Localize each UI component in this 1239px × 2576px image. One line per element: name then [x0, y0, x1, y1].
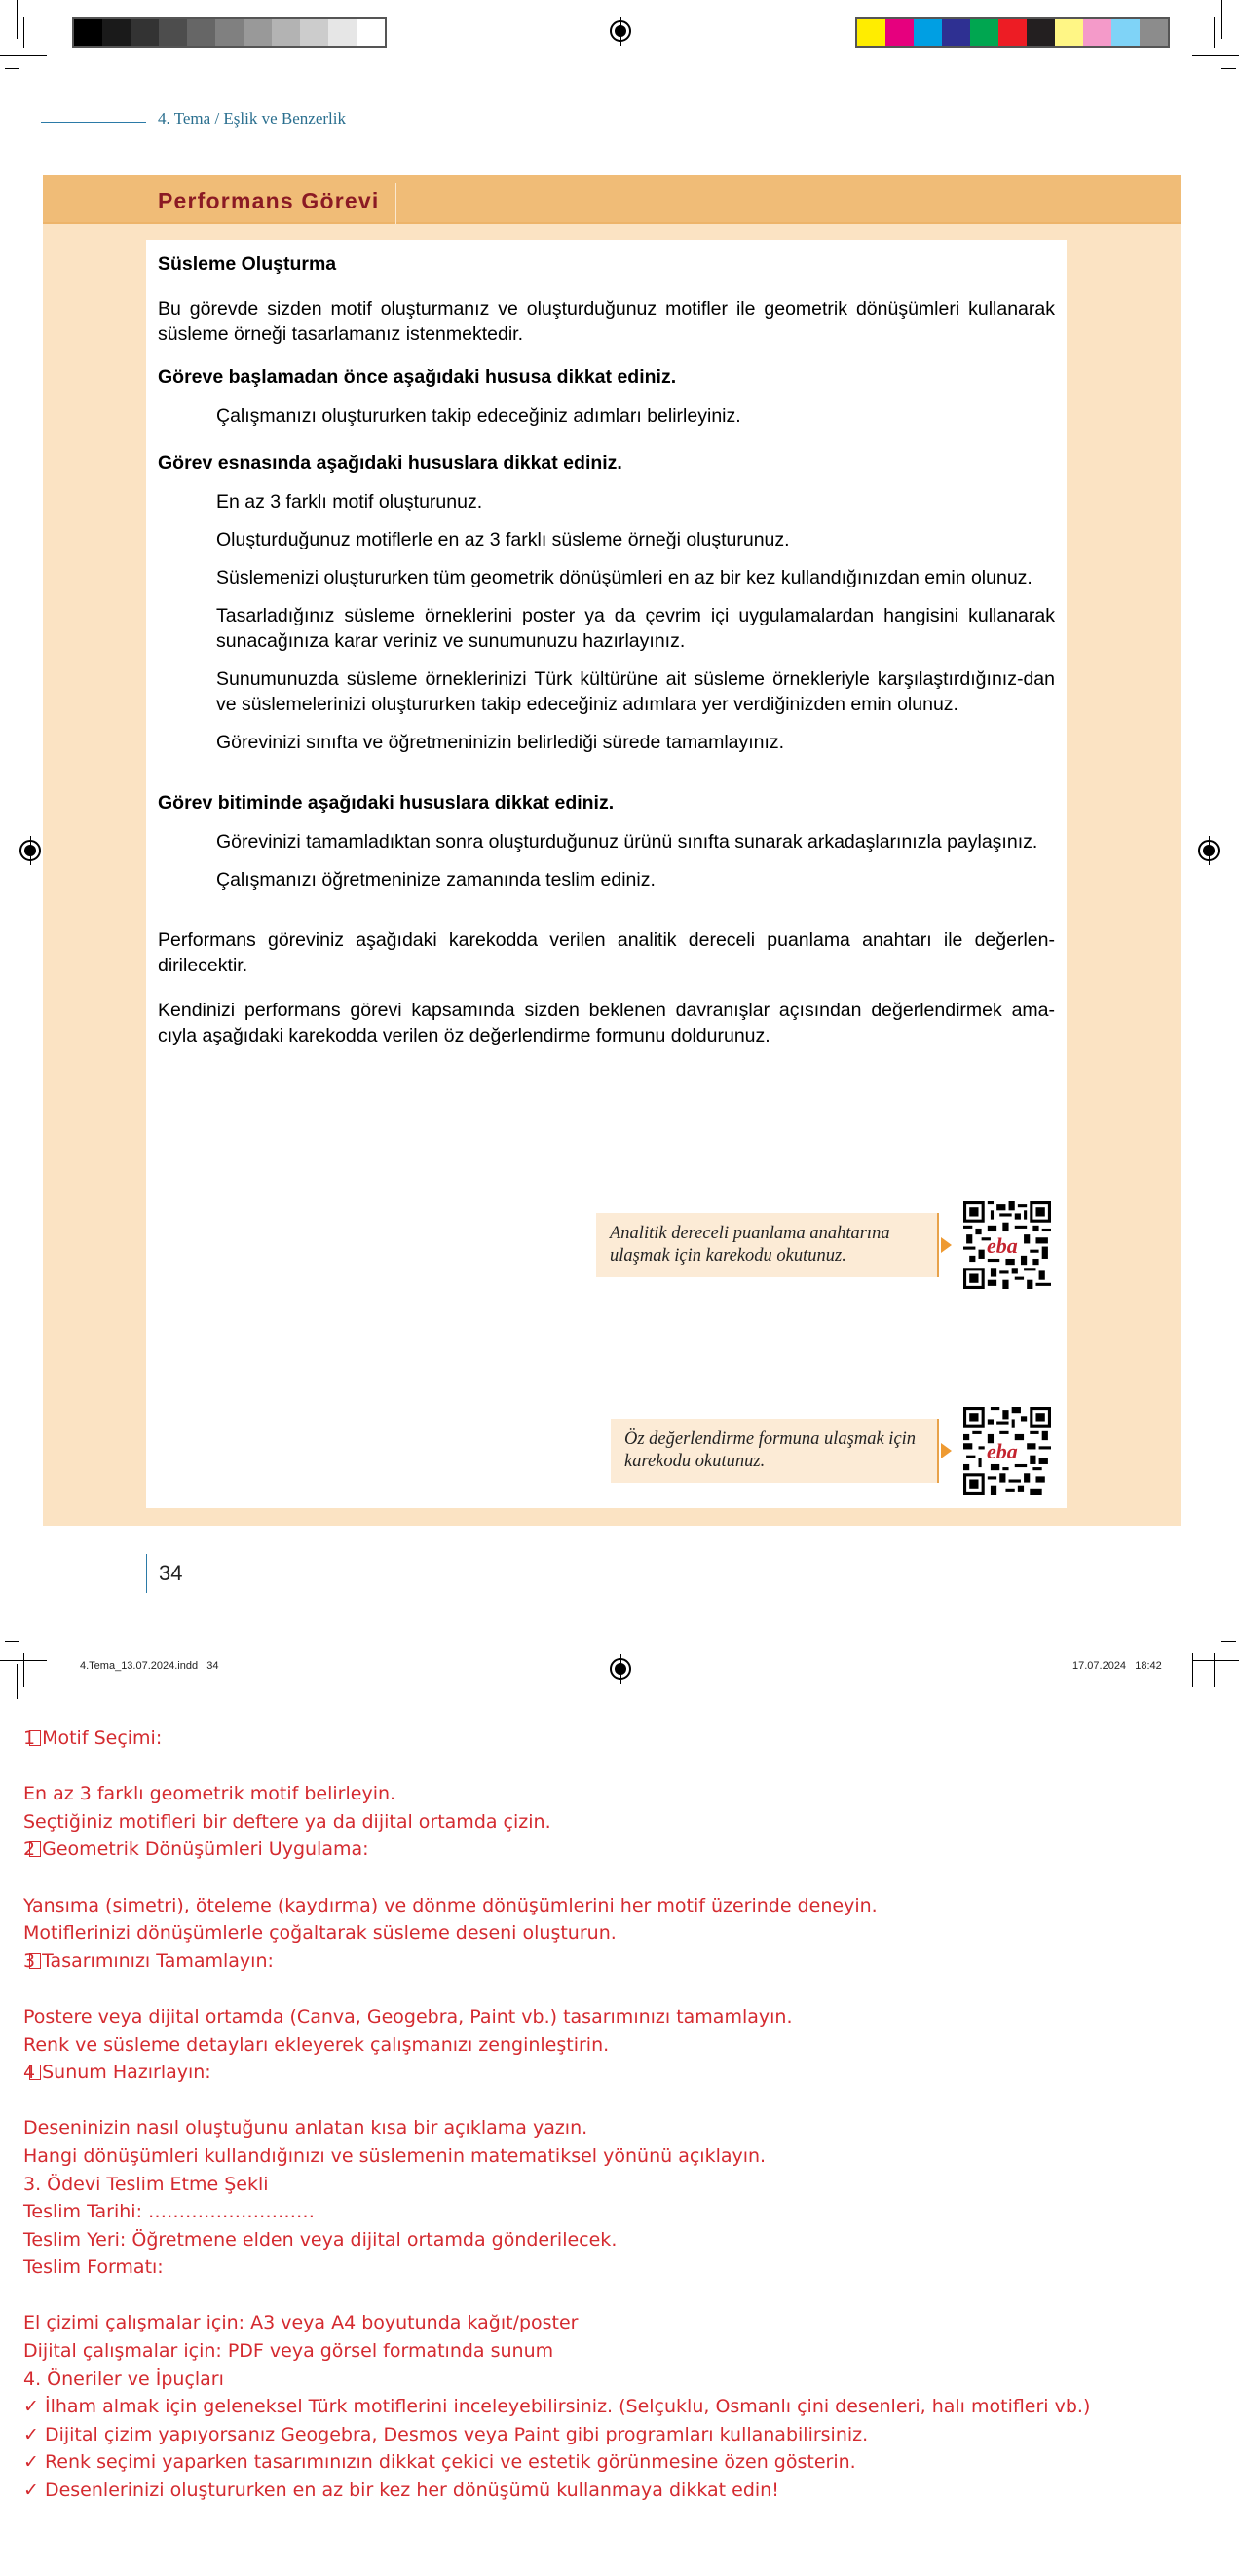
note-line: [23, 2198, 1221, 2226]
crop-mark: [1221, 1641, 1236, 1642]
blank-line: [23, 1753, 1221, 1781]
note-line: [23, 1892, 1221, 1920]
note-line: [23, 1780, 1221, 1808]
note-line: [23, 2171, 1221, 2199]
after-heading: Görev bitiminde aşağıdaki hususlara dikkat ediniz.: [158, 792, 615, 814]
chapter-title: 4. Tema / Eşlik ve Benzerlik: [158, 109, 347, 128]
note-step-heading: [23, 1948, 1221, 1976]
performance-task-header: [43, 175, 1181, 224]
before-item: Çalışmanızı oluştururken takip edeceğiniz adımları belirleyiniz.: [216, 405, 741, 427]
note-text: 4. Öneriler ve İpuçları: [23, 2368, 224, 2390]
note-line: [23, 2114, 1221, 2142]
color-swatch: [885, 19, 914, 46]
after-item: Görevinizi tamamladıktan sonra oluşturduğunuz ürünü sınıfta sunarak arkadaşlarınızla paylaşınız.: [216, 831, 1038, 852]
qr-code-icon[interactable]: [963, 1407, 1051, 1495]
color-swatch: [998, 19, 1027, 46]
crop-mark: [1214, 17, 1215, 48]
color-swatch: [159, 19, 187, 46]
note-line: [23, 2254, 1221, 2282]
during-item: Süslemenizi oluştururken tüm geometrik dönüşümleri en az bir kez kullandığınızdan emin olunuz.: [216, 567, 1032, 588]
cmyk-color-bar: [855, 17, 1170, 48]
color-swatch: [1055, 19, 1083, 46]
registration-mark-icon: [610, 1658, 631, 1680]
missing-glyph-icon: [29, 1730, 41, 1746]
color-swatch: [970, 19, 998, 46]
note-text: Sunum Hazırlayın:: [42, 2062, 211, 2084]
crop-mark: [17, 0, 18, 39]
note-line: [23, 2003, 1221, 2031]
qr-code-icon[interactable]: [963, 1201, 1051, 1289]
arrow-right-icon: [941, 1443, 952, 1458]
color-swatch: [914, 19, 942, 46]
note-checklist-item: [23, 2393, 1221, 2421]
page-number-block: [146, 1554, 182, 1593]
note-text: ✓ Renk seçimi yaparken tasarımınızın dikkat çekici ve estetik görünmesine özen gösterin.: [23, 2451, 856, 2474]
crop-mark: [23, 1653, 24, 1687]
header-divider: [395, 183, 396, 224]
note-checklist-item: [23, 2448, 1221, 2477]
crop-mark: [1214, 1653, 1215, 1687]
color-swatch: [357, 19, 385, 46]
qr-caption-text: Analitik dereceli puanlama anahtarına ulaşmak için karekodu okutunuz.: [610, 1224, 890, 1266]
missing-glyph-icon: [29, 2065, 41, 2080]
crop-mark: [5, 68, 19, 69]
note-text: Yansıma (simetri), öteleme (kaydırma) ve dönme dönüşümlerini her motif üzerinde deneyin.: [23, 1894, 878, 1916]
step-number: 4: [23, 2062, 36, 2084]
qr-caption: [611, 1419, 939, 1483]
note-line: [23, 2337, 1221, 2366]
blank-line: [23, 1864, 1221, 1892]
step-number: 1: [23, 1727, 36, 1749]
note-text: Postere veya dijital ortamda (Canva, Geogebra, Paint vb.) tasarımınızı tamamlayın.: [23, 2005, 793, 2027]
note-text: Hangi dönüşümleri kullandığınızı ve süslemenin matematiksel yönünü açıklayın.: [23, 2144, 767, 2167]
performance-task-box: [43, 175, 1181, 1526]
color-swatch: [215, 19, 244, 46]
color-swatch: [131, 19, 159, 46]
eba-logo: eba: [987, 1439, 1018, 1463]
registration-mark-icon: [19, 840, 41, 861]
color-swatch: [74, 19, 102, 46]
note-text: ✓ Dijital çizim yapıyorsanız Geogebra, Desmos veya Paint gibi programları kullanabilirsiniz.: [23, 2423, 869, 2445]
color-swatch: [272, 19, 300, 46]
note-step-heading: [23, 1836, 1221, 1864]
step-number: 2: [23, 1838, 36, 1861]
during-item: Görevinizi sınıfta ve öğretmeninizin belirlediği sürede tamamlayınız.: [216, 732, 785, 753]
handwritten-notes: [23, 1724, 1221, 2505]
task-title: Süsleme Oluşturma: [158, 253, 337, 275]
missing-glyph-icon: [29, 1953, 41, 1969]
during-item: Tasarladığınız süsleme örneklerini poster ya da çevrim içi uygulamalardan hangisini kullanarak sunacağınıza karar veriniz ve sunumunuzu hazırlayınız.: [216, 605, 1055, 652]
note-text: Motif Seçimi:: [42, 1727, 163, 1749]
blank-line: [23, 2282, 1221, 2310]
running-head-rule: [41, 122, 146, 123]
note-text: Dijital çalışmalar için: PDF veya görsel formatında sunum: [23, 2340, 554, 2363]
color-swatch: [187, 19, 215, 46]
missing-glyph-icon: [29, 1841, 41, 1857]
note-line: [23, 1919, 1221, 1948]
slug-date-time: 17.07.2024 18:42: [1072, 1660, 1162, 1672]
registration-mark-icon: [610, 20, 631, 42]
note-line: [23, 2309, 1221, 2337]
qr-link-rubric[interactable]: [596, 1201, 1051, 1289]
note-text: El çizimi çalışmalar için: A3 veya A4 boyutunda kağıt/poster: [23, 2312, 579, 2334]
note-step-heading: [23, 2059, 1221, 2087]
note-line: [23, 2226, 1221, 2254]
color-swatch: [1140, 19, 1168, 46]
during-item: En az 3 farklı motif oluşturunuz.: [216, 491, 483, 512]
running-head: [41, 109, 346, 129]
color-swatch: [1083, 19, 1111, 46]
evaluation-note: Performans göreviniz aşağıdaki karekodda verilen analitik dereceli puanlama anahtarı ile değerlen-dirilecektir.: [158, 929, 1055, 976]
crop-mark: [1192, 55, 1239, 56]
task-content-panel: [146, 240, 1067, 1508]
qr-link-self-evaluation[interactable]: [611, 1407, 1051, 1495]
note-text: En az 3 farklı geometrik motif belirleyin.: [23, 1783, 396, 1805]
note-text: Geometrik Dönüşümleri Uygulama:: [42, 1838, 369, 1861]
color-swatch: [328, 19, 357, 46]
blank-line: [23, 1975, 1221, 2003]
note-line: [23, 2142, 1221, 2171]
grayscale-color-bar: [72, 17, 387, 48]
color-swatch: [1027, 19, 1055, 46]
color-swatch: [857, 19, 885, 46]
slug-file-info: 4.Tema_13.07.2024.indd 34: [80, 1660, 219, 1672]
step-number: 3: [23, 1950, 36, 1972]
crop-mark: [1192, 1653, 1193, 1687]
blank-line: [23, 2087, 1221, 2115]
color-swatch: [942, 19, 970, 46]
color-swatch: [300, 19, 328, 46]
color-swatch: [244, 19, 272, 46]
during-item: Oluşturduğunuz motiflerle en az 3 farklı süsleme örneği oluşturunuz.: [216, 529, 790, 550]
after-item: Çalışmanızı öğretmeninize zamanında teslim ediniz.: [216, 869, 656, 890]
self-evaluation-note: Kendinizi performans görevi kapsamında sizden beklenen davranışlar açısından değerlendirmek ama-cıyla aşağıdaki karekodda verilen öz değerlendirme formunu doldurunuz.: [158, 1000, 1055, 1046]
before-heading: Göreve başlamadan önce aşağıdaki hususa dikkat ediniz.: [158, 366, 677, 388]
note-text: 3. Ödevi Teslim Etme Şekli: [23, 2173, 269, 2195]
note-text: Teslim Tarihi: ………………………: [23, 2201, 316, 2223]
eba-logo: eba: [987, 1233, 1018, 1258]
registration-mark-icon: [1198, 840, 1220, 861]
crop-mark: [1221, 68, 1236, 69]
arrow-right-icon: [941, 1237, 952, 1253]
note-line: [23, 2366, 1221, 2394]
crop-mark: [1192, 1660, 1239, 1661]
note-text: Renk ve süsleme detayları ekleyerek çalışmanızı zenginleştirin.: [23, 2033, 610, 2056]
crop-mark: [23, 17, 24, 48]
color-swatch: [102, 19, 131, 46]
note-text: Motiflerinizi dönüşümlerle çoğaltarak süsleme deseni oluşturun.: [23, 1922, 617, 1945]
note-text: Seçtiğiniz motifleri bir deftere ya da dijital ortamda çizin.: [23, 1810, 551, 1833]
note-text: Deseninizin nasıl oluştuğunu anlatan kısa bir açıklama yazın.: [23, 2117, 588, 2140]
note-checklist-item: [23, 2477, 1221, 2505]
note-step-heading: [23, 1724, 1221, 1753]
page-number: 34: [159, 1561, 183, 1585]
note-text: ✓ Desenlerinizi oluştururken en az bir kez her dönüşümü kullanmaya dikkat edin!: [23, 2480, 779, 2502]
note-checklist-item: [23, 2421, 1221, 2449]
note-text: ✓ İlham almak için geleneksel Türk motiflerini inceleyebilirsiniz. (Selçuklu, Osmanlı çini desenleri, halı motifleri vb.): [23, 2396, 1091, 2418]
during-heading: Görev esnasında aşağıdaki hususlara dikkat ediniz.: [158, 452, 622, 474]
color-swatch: [1111, 19, 1140, 46]
note-line: [23, 1808, 1221, 1837]
note-text: Teslim Yeri: Öğretmene elden veya dijital ortamda gönderilecek.: [23, 2228, 618, 2251]
task-intro: Bu görevde sizden motif oluşturmanız ve oluşturduğunuz motifler ile geometrik dönüşümleri kullanarak süsleme örneği tasarlamanız istenmektedir.: [158, 298, 1055, 345]
during-item: Sunumunuzda süsleme örneklerinizi Türk kültürüne ait süsleme örnekleriyle karşılaştırdığınız-dan ve süslemelerinizi oluştururken takip edeceğiniz adımlara yer verdiğinizden emin olunuz.: [216, 668, 1055, 715]
qr-caption: [596, 1213, 939, 1277]
crop-mark: [17, 1664, 18, 1699]
crop-mark: [5, 1641, 19, 1642]
performance-task-label: Performans Görevi: [158, 188, 380, 213]
crop-mark: [0, 55, 47, 56]
crop-mark: [1221, 0, 1222, 39]
note-text: Tasarımınızı Tamamlayın:: [42, 1950, 274, 1972]
note-line: [23, 2031, 1221, 2060]
note-text: Teslim Formatı:: [23, 2256, 164, 2279]
qr-caption-text: Öz değerlendirme formuna ulaşmak için karekodu okutunuz.: [624, 1429, 917, 1471]
